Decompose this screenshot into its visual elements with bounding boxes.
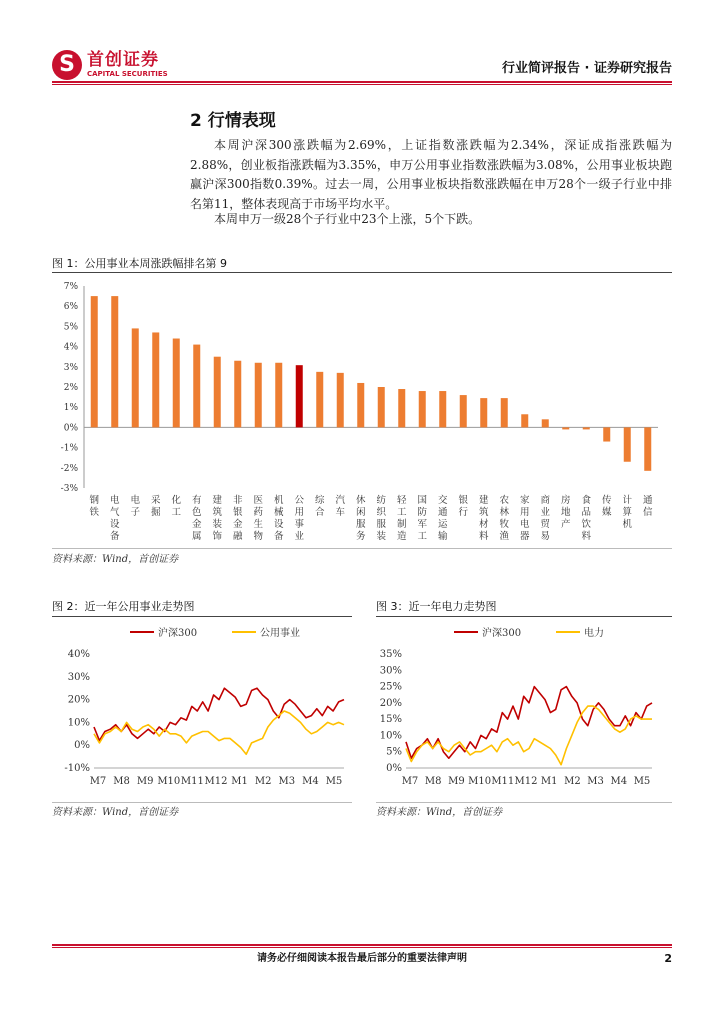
series-line-电力 — [406, 706, 652, 765]
x-tick-label: 国防军工 — [417, 495, 428, 542]
bar-钢铁 — [91, 296, 98, 427]
bar-商业贸易 — [542, 419, 549, 427]
y-tick-label: 0% — [74, 740, 90, 752]
x-tick-label: 计算机 — [622, 495, 633, 530]
x-tick-label: 综合 — [314, 495, 325, 518]
x-tick-label: 电气设备 — [109, 495, 120, 542]
bar-综合 — [316, 372, 323, 428]
fig2-source: 资料来源：Wind，首创证券 — [52, 807, 179, 818]
fig2-line-chart — [52, 618, 352, 802]
x-tick-label: M5 — [633, 776, 651, 787]
y-tick-label: 6% — [63, 302, 78, 313]
bar-汽车 — [337, 373, 344, 428]
x-tick-label: 机械设备 — [273, 495, 284, 542]
x-tick-label: M8 — [113, 776, 130, 787]
x-tick-label: 银行 — [458, 495, 469, 518]
y-tick-label: -1% — [60, 443, 78, 454]
bar-化工 — [173, 339, 180, 428]
bar-建筑材料 — [480, 398, 487, 427]
y-tick-label: 40% — [67, 649, 90, 660]
x-tick-label: 钢铁 — [89, 495, 100, 518]
x-tick-label: 非银金融 — [232, 495, 243, 542]
x-tick-label: M2 — [564, 776, 581, 787]
legend-label: 沪深300 — [158, 628, 198, 639]
paragraph-1: 本周沪深300涨跌幅为2.69%，上证指数涨跌幅为2.34%，深证成指涨跌幅为2.88%，创业板指涨跌幅为3.35%，申万公用事业指数涨跌幅为3.08%，公用事业板块跑赢沪深300指数0.39%。过去一周，公用事业板块指数涨跌幅在申万28个一级子行业中排名第11，整体表现高于市场平均水平。 — [190, 138, 672, 211]
x-tick-label: 化工 — [171, 495, 182, 518]
x-tick-label: 建筑材料 — [478, 495, 489, 542]
legend-label: 公用事业 — [260, 628, 300, 639]
x-tick-label: 轻工制造 — [396, 495, 407, 542]
fig3-top-rule — [376, 616, 672, 617]
x-tick-label: M9 — [448, 776, 465, 787]
y-tick-label: 30% — [67, 671, 90, 683]
x-tick-label: M10 — [157, 776, 181, 787]
y-tick-label: 1% — [63, 403, 78, 414]
legend-label: 电力 — [584, 628, 604, 639]
y-tick-label: 30% — [379, 665, 402, 677]
x-tick-label: M9 — [136, 776, 154, 787]
bar-家用电器 — [521, 414, 528, 427]
y-tick-label: -3% — [60, 484, 78, 494]
x-tick-label: 采掘 — [150, 495, 161, 518]
x-tick-label: M3 — [587, 776, 604, 787]
legal-notice: 请务必仔细阅读本报告最后部分的重要法律声明 — [257, 953, 467, 964]
logo-mark-letter: S — [59, 52, 75, 77]
bar-房地产 — [562, 427, 569, 429]
x-tick-label: M1 — [231, 776, 248, 787]
x-tick-label: M3 — [278, 776, 296, 787]
x-tick-label: M12 — [514, 776, 538, 787]
x-tick-label: 建筑装饰 — [212, 495, 223, 542]
x-tick-label: 食品饮料 — [581, 495, 592, 542]
fig3-caption: 图 3：近一年电力走势图 — [376, 600, 497, 613]
fig1-bottom-rule — [52, 548, 672, 549]
y-tick-label: 20% — [379, 697, 402, 709]
y-tick-label: 20% — [67, 694, 90, 706]
y-tick-label: 35% — [379, 649, 402, 660]
bar-电气设备 — [111, 296, 118, 427]
x-tick-label: 休闲服务 — [355, 495, 366, 542]
bar-通信 — [644, 427, 651, 470]
x-tick-label: 商业贸易 — [540, 495, 551, 542]
x-tick-label: M1 — [540, 776, 558, 787]
y-tick-label: 10% — [67, 717, 90, 729]
company-logo — [52, 50, 182, 80]
fig3-source: 资料来源：Wind，首创证券 — [376, 807, 503, 818]
page-number: 2 — [664, 952, 672, 965]
bar-机械设备 — [275, 363, 282, 428]
y-tick-label: 2% — [63, 383, 78, 393]
section-title: 2 行情表现 — [190, 111, 276, 131]
bar-食品饮料 — [583, 427, 590, 429]
bar-纺织服装 — [378, 387, 385, 427]
bar-传媒 — [603, 427, 610, 441]
x-tick-label: 传媒 — [601, 495, 612, 518]
x-tick-label: 通信 — [642, 495, 653, 518]
bar-银行 — [460, 395, 467, 427]
footer-divider-thin — [52, 947, 672, 948]
y-tick-label: -10% — [64, 763, 90, 774]
bar-休闲服务 — [357, 383, 364, 427]
x-tick-label: M5 — [325, 776, 343, 787]
x-tick-label: 有色金属 — [191, 495, 202, 542]
fig3-bottom-rule — [376, 802, 672, 803]
series-line-沪深300 — [94, 688, 344, 740]
bar-非银金融 — [234, 361, 241, 428]
y-tick-label: 5% — [386, 746, 402, 758]
y-tick-label: 7% — [63, 282, 78, 292]
fig1-top-rule — [52, 272, 672, 273]
y-tick-label: 0% — [63, 423, 78, 434]
bar-轻工制造 — [398, 389, 405, 427]
y-tick-label: 3% — [63, 362, 78, 373]
legend-label: 沪深300 — [482, 628, 522, 639]
fig3-line-chart — [376, 618, 672, 802]
x-tick-label: M7 — [401, 776, 419, 787]
bar-采掘 — [152, 332, 159, 427]
x-tick-label: 家用电器 — [519, 495, 530, 542]
bar-国防军工 — [419, 391, 426, 427]
header-divider-thin — [52, 84, 672, 85]
bar-交通运输 — [439, 391, 446, 427]
bar-有色金属 — [193, 345, 200, 428]
fig2-top-rule — [52, 616, 352, 617]
report-type: 行业简评报告 · 证券研究报告 — [502, 61, 672, 76]
y-tick-label: -2% — [60, 463, 78, 474]
x-tick-label: 房地产 — [560, 495, 571, 530]
x-tick-label: M7 — [89, 776, 107, 787]
x-tick-label: M11 — [180, 776, 204, 787]
bar-农林牧渔 — [501, 398, 508, 427]
bar-医药生物 — [255, 363, 262, 428]
y-tick-label: 4% — [63, 342, 78, 353]
x-tick-label: M4 — [302, 776, 319, 787]
x-tick-label: M11 — [491, 776, 515, 787]
logo-name: 首创证券 — [87, 50, 159, 70]
x-tick-label: 农林牧渔 — [499, 495, 510, 542]
bar-建筑装饰 — [214, 357, 221, 428]
x-tick-label: M10 — [468, 776, 492, 787]
y-tick-label: 10% — [379, 730, 402, 742]
bar-电子 — [132, 328, 139, 427]
y-tick-label: 25% — [379, 681, 402, 693]
x-tick-label: M12 — [204, 776, 228, 787]
paragraph-2: 本周申万一级28个子行业中23个上涨，5个下跌。 — [214, 212, 481, 226]
logo-english-name: CAPITAL SECURITIES — [87, 70, 168, 78]
x-tick-label: 公用事业 — [294, 495, 305, 542]
fig1-caption: 图 1：公用事业本周涨跌幅排名第 9 — [52, 257, 227, 270]
x-tick-label: M2 — [254, 776, 272, 787]
bar-公用事业 — [296, 365, 303, 427]
header-divider — [52, 81, 672, 83]
x-tick-label: 交通运输 — [437, 495, 448, 542]
x-tick-label: M8 — [424, 776, 442, 787]
y-tick-label: 15% — [379, 714, 402, 726]
fig2-caption: 图 2：近一年公用事业走势图 — [52, 600, 195, 613]
x-tick-label: 汽车 — [335, 495, 346, 518]
footer-divider — [52, 944, 672, 946]
x-tick-label: 医药生物 — [253, 495, 264, 542]
fig1-bar-chart — [52, 276, 672, 544]
x-tick-label: 纺织服装 — [376, 495, 387, 542]
y-tick-label: 0% — [386, 763, 402, 774]
x-tick-label: 电子 — [130, 495, 141, 518]
y-tick-label: 5% — [63, 322, 78, 333]
fig1-source: 资料来源：Wind，首创证券 — [52, 554, 179, 565]
x-tick-label: M4 — [610, 776, 628, 787]
fig2-bottom-rule — [52, 802, 352, 803]
bar-计算机 — [624, 427, 631, 461]
